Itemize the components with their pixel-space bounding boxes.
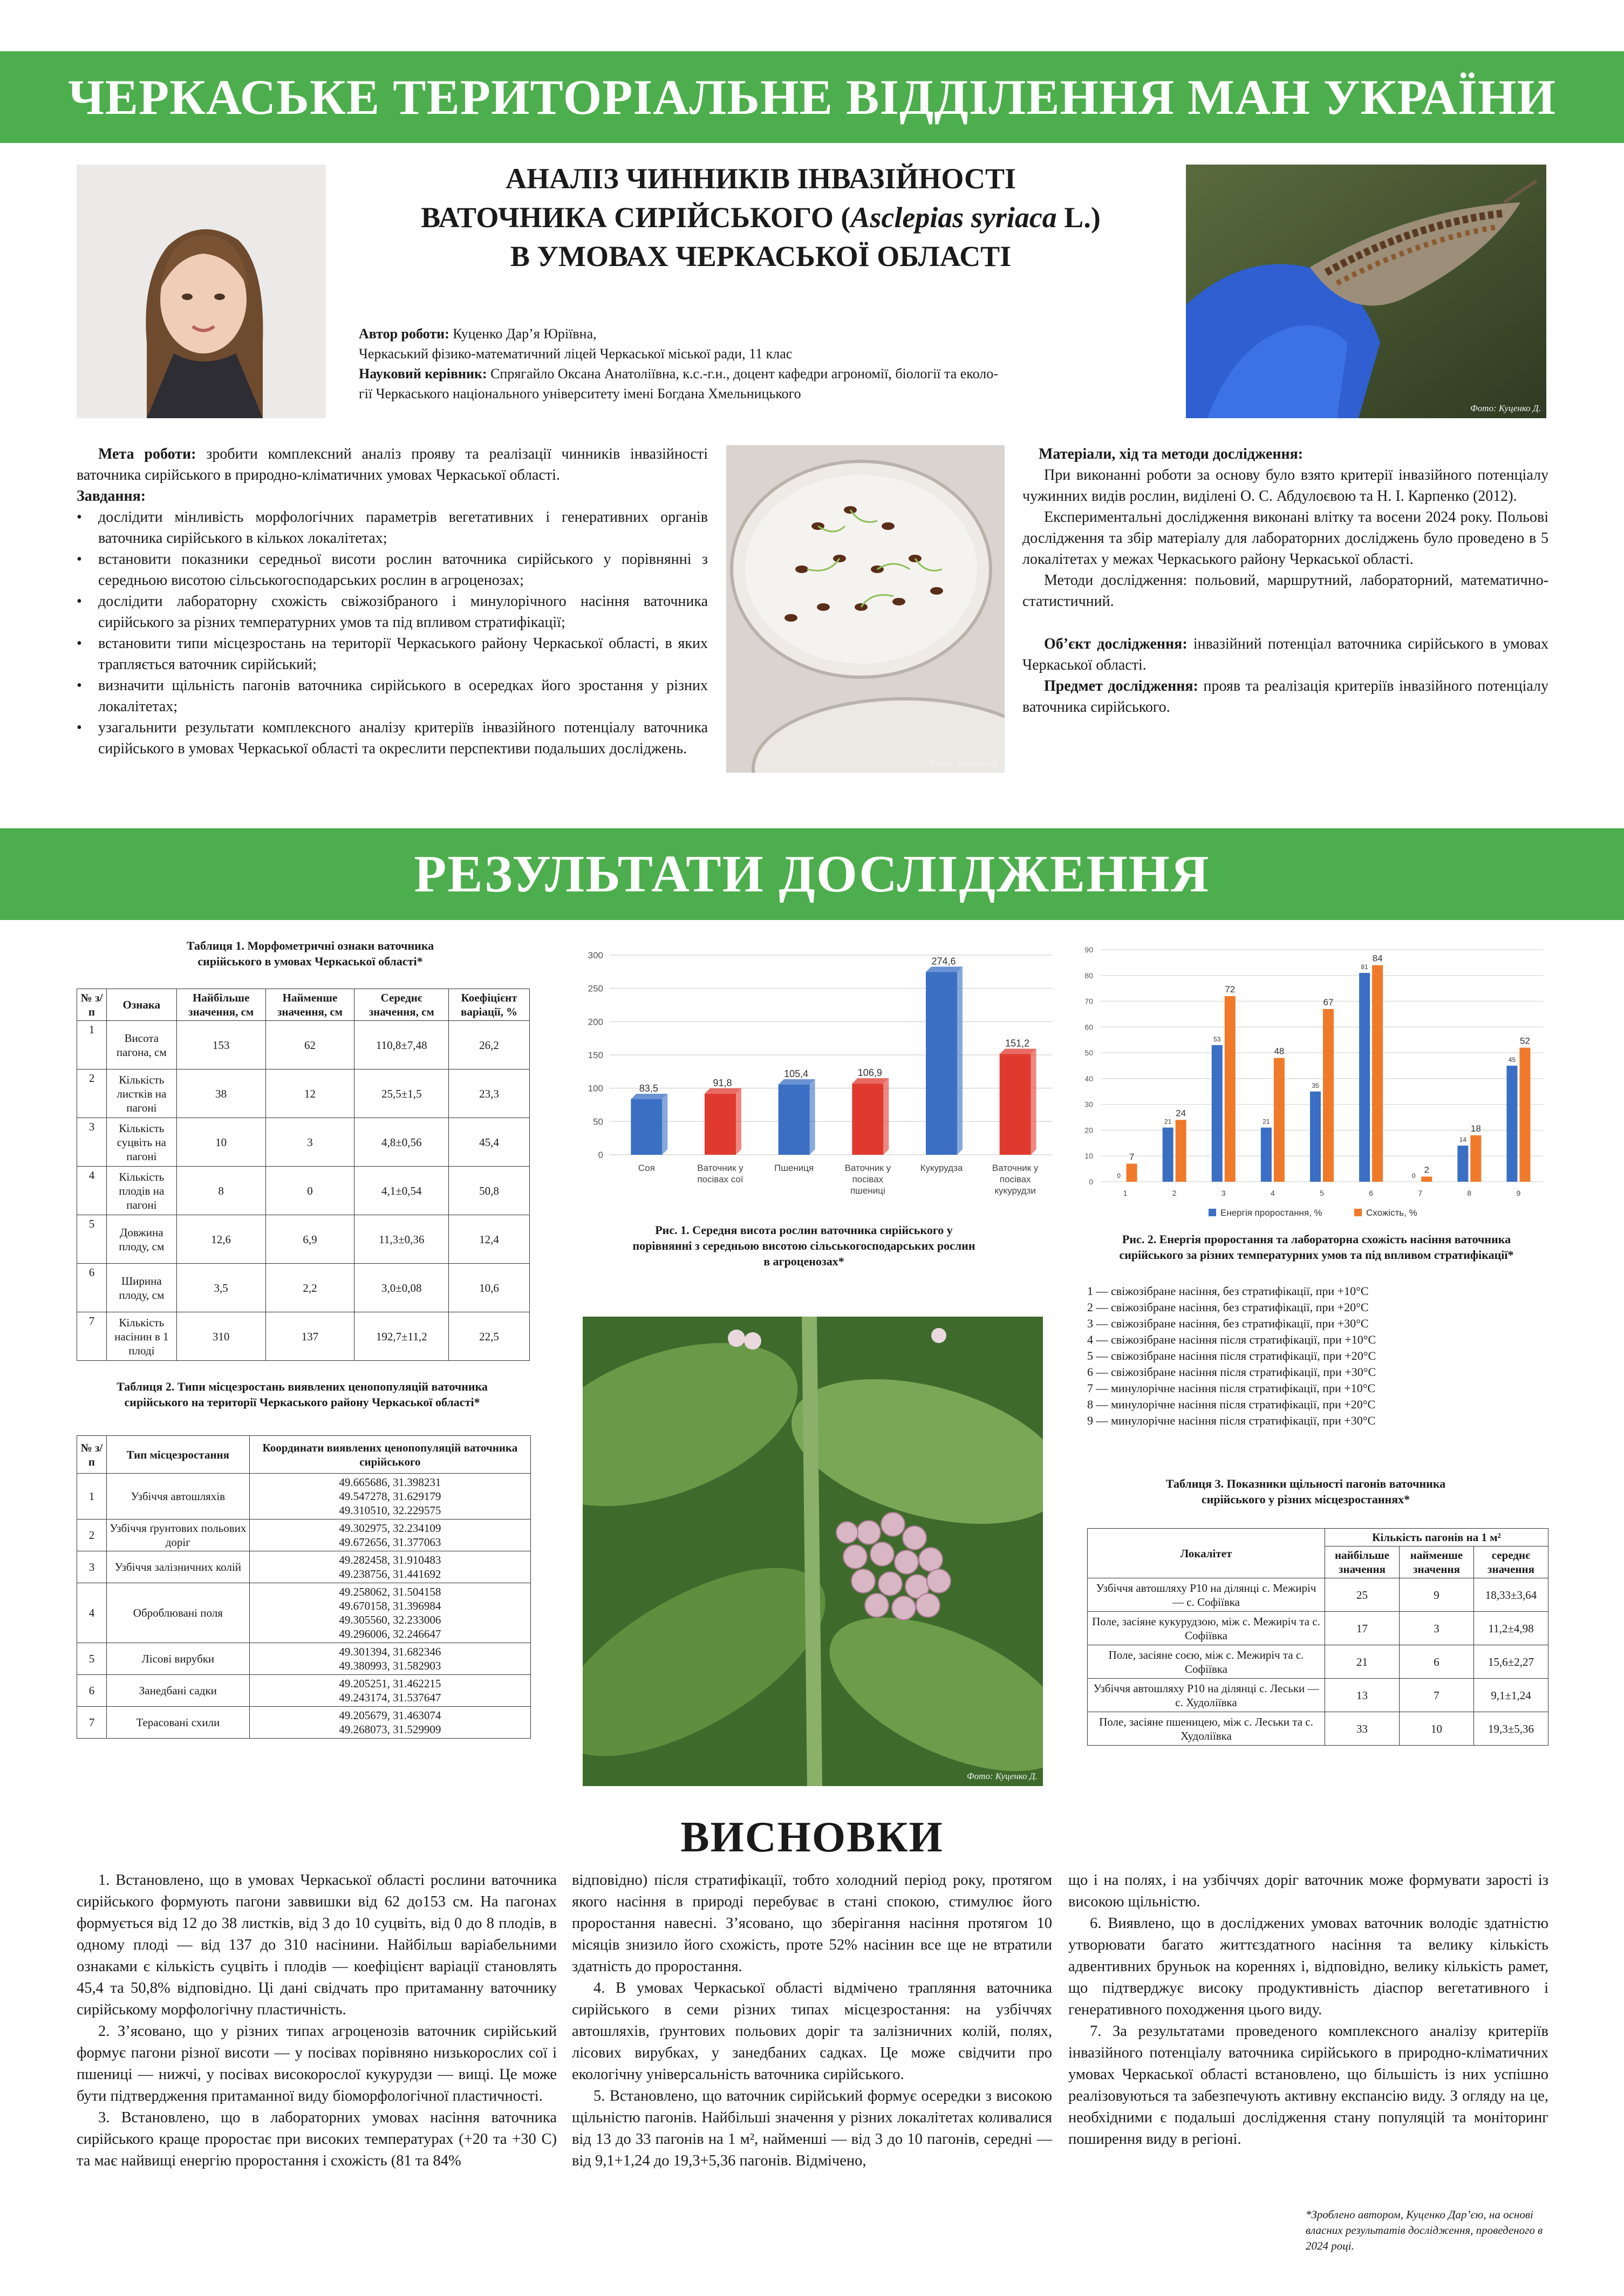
y-tick-label: 80	[1084, 971, 1093, 980]
data-label: 67	[1323, 997, 1334, 1007]
data-label: 53	[1213, 1035, 1221, 1043]
table-cell: Ширина плоду, см	[106, 1264, 176, 1312]
y-tick-label: 150	[588, 1050, 603, 1060]
table-cell: 19,3±5,36	[1474, 1712, 1548, 1746]
table-cell: Оброблювані поля	[106, 1583, 249, 1643]
data-label: 274,6	[931, 956, 956, 967]
subject-text: прояв та реалізація критеріїв інвазійного потенціалу ваточника сирійського.	[1022, 678, 1548, 716]
legend-entry: 5 — свіжозібране насіння після стратифікації, при +20°C	[1087, 1349, 1376, 1362]
x-tick-label: Ваточник у	[992, 1163, 1039, 1173]
table-cell: 4	[77, 1167, 107, 1215]
photo-credit-2: Фото: Куценко Д.	[929, 758, 999, 768]
data-label: 18	[1470, 1123, 1481, 1134]
x-tick-label: Кукурудза	[920, 1163, 963, 1173]
table-cell: 5	[77, 1215, 107, 1264]
coordinate: 49.205251, 31.462215	[339, 1677, 441, 1690]
task-item: • дослідити мінливість морфологічних параметрів вегетативних і генеративних органів ваточника сирійського в кількох локалітетах;	[77, 507, 708, 549]
x-tick-label: 4	[1270, 1189, 1275, 1197]
coordinate: 49.301394, 31.682346	[339, 1645, 441, 1658]
table3-header-locality: Локалітет	[1088, 1529, 1325, 1578]
table1-header-cell: Коефіцієнт варіації, %	[449, 989, 530, 1021]
table-cell: 12	[265, 1069, 354, 1118]
chart1-caption: Рис. 1. Середня висота рослин ваточника сирійського у порівнянні з середньою висотою сільськогосподарських рослин в агроценозах*	[632, 1223, 975, 1268]
conclusion-paragraph: відповідно) після стратифікації, тобто холодний період року, протягом якого насіння в природі перебуває в стані спокою, стимулює його проростання навесні. З’ясовано, що зберігання насіння протягом 10 місяців знизило його схожість, проте 52% насінин все ще не втратили здатність до проростання.	[572, 1872, 1052, 1975]
data-label: 151,2	[1005, 1038, 1030, 1049]
conclusions-col-3	[1068, 1870, 1548, 2150]
data-label: 91,8	[713, 1077, 732, 1088]
bar	[926, 966, 963, 1155]
table-cell: 13	[1325, 1679, 1400, 1712]
legend-entry: 3 — свіжозібране насіння, без стратифікації, при +30°C	[1087, 1317, 1369, 1330]
table-cell: 5	[77, 1643, 107, 1675]
table-row	[77, 1643, 531, 1675]
table-cell: 0	[265, 1167, 354, 1215]
x-tick-label: пшениці	[850, 1186, 885, 1196]
table3-header-cell: найменше значення	[1400, 1546, 1474, 1578]
x-tick-label: Ваточник у	[697, 1163, 743, 1173]
legend-entry: 1 — свіжозібране насіння, без стратифікації, при +10°C	[1087, 1284, 1369, 1298]
table-cell: 3,5	[176, 1264, 265, 1312]
methods-p2: Експериментальні дослідження виконані влітку та восени 2024 року. Польові дослідження та збір матеріалу для лабораторних досліджень було проведено в 5 локалітетах у межах Черкаського району Черкаської області.	[1022, 509, 1548, 568]
table1-header-cell: Середнє значення, см	[354, 989, 449, 1021]
x-tick-label: Соя	[638, 1163, 655, 1173]
table-cell: 8	[176, 1167, 265, 1215]
table1-caption: Таблиця 1. Морфометричні ознаки ваточника сирійського в умовах Черкаської області*	[186, 939, 434, 968]
table-row	[77, 1551, 531, 1583]
conclusion-paragraph: 6. Виявлено, що в досліджених умовах ваточник володіє здатністю утворювати багато життєздатного насіння та велику кількість адвентивних бруньок на кореннях і, відповідно, велику кількість рамет, що підтверджує високу продуктивність діаспор вегетативного і генеративного походження цього виду.	[1068, 1915, 1548, 2018]
object-label: Об’єкт дослідження:	[1044, 636, 1188, 652]
table-cell: Лісові вирубки	[106, 1643, 249, 1675]
author-photo	[77, 165, 326, 418]
y-tick-label: 50	[593, 1116, 603, 1127]
conclusion-paragraph: 5. Встановлено, що ваточник сирійський формує осередки з високою щільністю пагонів. Найбільші значення у різних локалітетах коливалися від 13 до 33 пагонів на 1 м², найменші — від 3 до 10 пагонів, середні — від 9,1+1,24 до 19,3+5,36 пагонів. Відмічено,	[572, 2088, 1052, 2169]
table-cell: 10,6	[449, 1264, 530, 1312]
table-cell: 6	[77, 1264, 107, 1312]
header-banner: ЧЕРКАСЬКЕ ТЕРИТОРІАЛЬНЕ ВІДДІЛЕННЯ МАН УКРАЇНИ	[0, 51, 1624, 143]
tasks-list	[77, 507, 708, 759]
x-tick-label: 3	[1221, 1189, 1226, 1197]
conclusions-col-1	[77, 1870, 557, 2172]
bar	[1274, 1058, 1285, 1182]
table-cell: 6,9	[265, 1215, 354, 1264]
bar	[779, 1079, 815, 1155]
methods-p3: Методи дослідження: польовий, маршрутний, лабораторний, математично-статистичний.	[1022, 572, 1548, 610]
bar	[1212, 1045, 1223, 1182]
supervisor-label: Науковий керівник:	[359, 366, 487, 381]
bar	[1519, 1048, 1530, 1182]
x-tick-label: 5	[1320, 1189, 1324, 1197]
data-label: 52	[1519, 1035, 1530, 1046]
table-cell: 4,1±0,54	[354, 1167, 449, 1215]
conclusions-col-2	[572, 1870, 1052, 2172]
table-cell: 6	[1400, 1645, 1474, 1679]
chart2-caption: Рис. 2. Енергія проростання та лабораторна схожість насіння ваточника сирійського за різних температурних умов та під впливом стратифікації*	[1119, 1232, 1514, 1262]
table2-caption: Таблиця 2. Типи місцезростань виявлених ценопопуляцій ваточника сирійського на території Черкаського району Черкаської області*	[117, 1380, 488, 1409]
x-tick-label: 7	[1418, 1189, 1423, 1197]
chart1	[572, 947, 1057, 1217]
table-row	[77, 1675, 531, 1707]
table-cell: 25	[1325, 1578, 1400, 1612]
y-tick-label: 30	[1084, 1100, 1093, 1109]
coordinate: 49.282458, 31.910483	[339, 1554, 441, 1566]
table-row	[77, 1264, 530, 1312]
y-tick-label: 20	[1084, 1126, 1093, 1135]
legend-entry: 9 — минулорічне насіння після стратифікації, при +30°C	[1087, 1414, 1376, 1427]
supervisor-name: Спрягайло Оксана Анатоліївна, к.с.-г.н., доцент кафедри агрономії, біології та еколо-	[487, 366, 998, 381]
table-cell-coords	[249, 1675, 530, 1707]
table3-header-group: Кількість пагонів на 1 м²	[1325, 1529, 1548, 1546]
y-tick-label: 200	[588, 1017, 603, 1027]
table-cell: 23,3	[449, 1069, 530, 1118]
title-line-1: АНАЛІЗ ЧИННИКІВ ІНВАЗІЙНОСТІ	[505, 162, 1016, 195]
table2-header-row	[77, 1436, 531, 1474]
bar	[1457, 1146, 1468, 1182]
methods-section	[1022, 444, 1548, 718]
table-row	[77, 1583, 531, 1643]
table-cell: Поле, засіяне кукурудзою, між с. Межиріч та с. Софіївка	[1088, 1612, 1325, 1645]
y-tick-label: 90	[1084, 945, 1093, 954]
table1-header-cell: Ознака	[106, 989, 176, 1021]
legend-entry: 7 — минулорічне насіння після стратифікації, при +10°C	[1087, 1381, 1376, 1395]
data-label: 0	[1411, 1172, 1416, 1180]
task-item: • встановити показники середньої висоти рослин ваточника сирійського у порівнянні з середньою висотою сільськогосподарських рослин в агроценозах;	[77, 549, 708, 591]
seed-pod-photo	[1186, 165, 1546, 418]
table-cell: 2	[77, 1069, 107, 1118]
table-cell: 137	[265, 1312, 354, 1361]
table-cell: 50,8	[449, 1167, 530, 1215]
x-tick-label: 9	[1516, 1189, 1521, 1197]
table-row	[77, 1312, 530, 1361]
table-cell: 3	[77, 1551, 107, 1583]
title-line-2b: L.)	[1056, 201, 1101, 234]
table-cell: 10	[1400, 1712, 1474, 1746]
table-cell: Кількість суцвіть на пагоні	[106, 1118, 176, 1167]
table3-header-cell: найбільше значення	[1325, 1546, 1400, 1578]
poster-title	[345, 159, 1176, 276]
coordinate: 49.302975, 32.234109	[339, 1522, 441, 1535]
table-cell: Узбіччя залізничних колій	[106, 1551, 249, 1583]
data-label: 2	[1424, 1164, 1429, 1175]
y-tick-label: 250	[588, 983, 603, 994]
table-cell: 18,33±3,64	[1474, 1578, 1548, 1612]
results-banner: РЕЗУЛЬТАТИ ДОСЛІДЖЕННЯ	[0, 828, 1624, 920]
task-item: • встановити типи місцезростань на території Черкаського району Черкаської області, в яких трапляється ваточник сирійський;	[77, 633, 708, 675]
table-cell: 62	[265, 1021, 354, 1069]
table1-header-cell: № з/п	[77, 989, 107, 1021]
table-cell-coords	[249, 1551, 530, 1583]
table-cell: 21	[1325, 1645, 1400, 1679]
fig2-legend-list	[1087, 1283, 1465, 1429]
photo-credit-3: Фото: Куценко Д.	[967, 1771, 1038, 1781]
conclusion-paragraph: 4. В умовах Черкаської області відмічено трапляння ваточника сирійського в семи різних типах місцезростання: на узбіччях автошляхів, ґрунтових польових доріг та залізничних колій, полях, лісових вирубках, у занедбаних садках. Це може свідчити про екологічну універсальність ваточника сирійського.	[572, 1980, 1052, 2083]
table2-header-cell: № з/п	[77, 1436, 107, 1474]
table-cell: 45,4	[449, 1118, 530, 1167]
legend-swatch	[1209, 1209, 1216, 1216]
table-row	[77, 1069, 530, 1118]
y-tick-label: 100	[588, 1083, 603, 1094]
table-row	[1088, 1712, 1548, 1746]
petri-dish-photo	[726, 445, 1005, 773]
conclusion-paragraph: 1. Встановлено, що в умовах Черкаської області рослини ваточника сирійського формують пагони заввишки від 62 до153 см. На пагонах формується від 12 до 38 листків, від 3 до 10 суцвіть, від 0 до 8 плодів, в одному плоді — від 137 до 310 насінини. Найбільш варіабельними ознаками є кількість суцвіть і плодів — коефіцієнт варіації становлять 45,4 та 50,8% відповідно. Ці дані свідчать про притаманну ваточнику сирійському морфологічну пластичність.	[77, 1872, 557, 2018]
x-tick-label: 1	[1123, 1189, 1128, 1197]
data-label: 105,4	[784, 1068, 809, 1080]
bar	[1163, 1128, 1173, 1182]
data-label: 45	[1508, 1056, 1516, 1064]
table-cell: 11,2±4,98	[1474, 1612, 1548, 1645]
x-tick-label: кукурудзи	[994, 1186, 1036, 1196]
table-cell: 310	[176, 1312, 265, 1361]
table-row	[77, 1707, 531, 1739]
data-label: 81	[1361, 963, 1368, 971]
legend-entry: 8 — минулорічне насіння після стратифікації, при +20°C	[1087, 1398, 1376, 1411]
bar	[1310, 1092, 1321, 1182]
table-cell: 2	[77, 1520, 107, 1551]
y-tick-label: 70	[1084, 997, 1093, 1006]
table-cell-coords	[249, 1474, 530, 1520]
bar	[1176, 1120, 1186, 1182]
author-school: Черкаський фізико-математичний ліцей Черкаської міської ради, 11 клас	[359, 346, 793, 362]
x-tick-label: посівах	[852, 1174, 884, 1184]
table-row	[77, 1021, 530, 1069]
task-item: • дослідити лабораторну схожість свіжозібраного і минулорічного насіння ваточника сирійського за різних температурних умов та під впливом стратифікації;	[77, 591, 708, 633]
table-cell: Узбіччя ґрунтових польових доріг	[106, 1520, 249, 1551]
coordinate: 49.665686, 31.398231	[339, 1476, 441, 1489]
data-label: 35	[1312, 1081, 1319, 1089]
table-cell: 3	[77, 1118, 107, 1167]
footnote: *Зроблено автором, Куценко Дар’єю, на основі власних результатів дослідження, проведеного в 2024 році.	[1306, 2208, 1543, 2252]
conclusion-paragraph: що і на полях, і на узбіччях доріг ваточник може формувати зарості із високою щільністю.	[1068, 1872, 1548, 1910]
table-cell: 3	[265, 1118, 354, 1167]
bar	[1506, 1066, 1517, 1182]
title-line-3: В УМОВАХ ЧЕРКАСЬКОЇ ОБЛАСТІ	[510, 240, 1012, 272]
table-cell: Кількість насінин в 1 плоді	[106, 1312, 176, 1361]
table-cell: Кількість плодів на пагоні	[106, 1167, 176, 1215]
methods-label: Матеріали, хід та методи дослідження:	[1039, 446, 1304, 462]
table-cell: 33	[1325, 1712, 1400, 1746]
table3-header-cell: середнє значення	[1474, 1546, 1548, 1578]
coordinate: 49.268073, 31.529909	[339, 1723, 441, 1736]
x-tick-label: 8	[1467, 1189, 1472, 1197]
table3-caption: Таблиця 3. Показники щільності пагонів ваточника сирійського у різних місцезростаннях*	[1165, 1477, 1446, 1506]
table-cell: Поле, засіяне соєю, між с. Межиріч та с. Софіївка	[1088, 1645, 1325, 1679]
data-label: 7	[1129, 1152, 1135, 1162]
coordinate: 49.205679, 31.463074	[339, 1709, 441, 1722]
table-row	[1088, 1612, 1548, 1645]
data-label: 21	[1164, 1118, 1172, 1126]
author-label: Автор роботи:	[359, 326, 449, 342]
table-cell: Висота пагона, см	[106, 1021, 176, 1069]
goal-label: Мета роботи:	[98, 446, 196, 462]
bar	[1323, 1009, 1334, 1182]
table-cell: Занедбані садки	[106, 1675, 249, 1707]
table1-header-row	[77, 989, 530, 1021]
table-cell: 3,0±0,08	[354, 1264, 449, 1312]
table-cell: 22,5	[449, 1312, 530, 1361]
title-line-2a: ВАТОЧНИКА СИРІЙСЬКОГО (	[421, 201, 851, 234]
supervisor-affiliation: гії Черкаського національного університету імені Богдана Хмельницького	[359, 386, 801, 401]
table-cell: 4,8±0,56	[354, 1118, 449, 1167]
authors-block	[359, 324, 1168, 404]
table-cell: 38	[176, 1069, 265, 1118]
x-tick-label: 6	[1369, 1189, 1374, 1197]
y-tick-label: 50	[1084, 1048, 1093, 1058]
data-label: 72	[1225, 984, 1236, 994]
bar	[631, 1094, 667, 1155]
conclusions-title: ВИСНОВКИ	[680, 1814, 944, 1861]
table-cell: 10	[176, 1118, 265, 1167]
y-tick-label: 60	[1084, 1023, 1093, 1032]
table-cell: 7	[77, 1707, 107, 1739]
table1-header-cell: Найбільше значення, см	[176, 989, 265, 1021]
table-cell: 12,6	[176, 1215, 265, 1264]
bar	[1359, 973, 1370, 1182]
table-cell: 153	[176, 1021, 265, 1069]
coordinate: 49.305560, 32.233006	[339, 1613, 441, 1626]
table-cell: 9,1±1,24	[1474, 1679, 1548, 1712]
data-label: 0	[1117, 1172, 1121, 1180]
table-row	[77, 1167, 530, 1215]
data-label: 84	[1372, 953, 1383, 964]
bar	[1000, 1049, 1036, 1155]
table-cell-coords	[249, 1520, 530, 1551]
bar	[1372, 965, 1383, 1182]
y-tick-label: 300	[588, 950, 603, 960]
coordinate: 49.238756, 31.441692	[339, 1568, 441, 1580]
y-tick-label: 0	[1089, 1177, 1093, 1186]
table-row	[77, 1215, 530, 1264]
data-label: 83,5	[639, 1083, 658, 1094]
table2-header-cell: Тип місцезростання	[106, 1436, 249, 1474]
photo-credit-1: Фото: Куценко Д.	[1470, 403, 1541, 413]
table-cell: 192,7±11,2	[354, 1312, 449, 1361]
legend-label: Енергія проростання, %	[1220, 1208, 1322, 1218]
conclusion-paragraph: 3. Встановлено, що в лабораторних умовах насіння ваточника сирійського краще проростає при високих температурах (+20 та +30 С) та має найвищі енергію проростання і схожість (81 та 84%	[77, 2109, 557, 2169]
x-tick-label: посівах сої	[697, 1174, 743, 1184]
x-tick-label: посівах	[999, 1174, 1031, 1184]
title-line-2	[345, 198, 1176, 237]
subject-label: Предмет дослідження:	[1044, 678, 1198, 694]
table-row	[77, 1474, 531, 1520]
table-row	[1088, 1679, 1548, 1712]
y-tick-label: 40	[1084, 1074, 1093, 1083]
legend-entry: 4 — свіжозібране насіння після стратифікації, при +10°C	[1087, 1333, 1376, 1346]
table-cell: Узбіччя автошляхів	[106, 1474, 249, 1520]
methods-p1: При виконанні роботи за основу було взято критерії інвазійного потенціалу чужинних видів рослин, виділені О. С. Абдулоєвою та Н. І. Карпенко (2012).	[1022, 467, 1548, 505]
coordinate: 49.310510, 32.229575	[339, 1504, 441, 1517]
table-cell: 1	[77, 1021, 107, 1069]
y-tick-label: 10	[1084, 1152, 1093, 1161]
legend-swatch	[1354, 1209, 1362, 1216]
coordinate: 49.380993, 31.582903	[339, 1659, 441, 1672]
bar	[1470, 1135, 1481, 1182]
conclusion-paragraph: 7. За результатами проведеного комплексного аналізу критеріїв інвазійного потенціалу ваточника сирійського в природно-кліматичних умовах Черкаської області встановлено, що більшість із них успішно реалізовуються та забезпечують активну експансію виду. З огляду на це, необхідними є подальші дослідження стану популяцій та моніторинг поширення виду в регіоні.	[1068, 2023, 1548, 2148]
goal-section	[77, 444, 708, 759]
table-cell: Довжина плоду, см	[106, 1215, 176, 1264]
table-cell: Терасовані схили	[106, 1707, 249, 1739]
coordinate: 49.243174, 31.537647	[339, 1691, 441, 1704]
coordinate: 49.670158, 31.396984	[339, 1599, 441, 1612]
table-cell: 15,6±2,27	[1474, 1645, 1548, 1679]
conclusion-paragraph: 2. З’ясовано, що у різних типах агроценозів ваточник сирійський формує пагони різної висоти — у посівах порівняно низькорослих сої і пшениці — нижчі, у посівах високорослої кукурудзи — вищі. Це може бути підтвердження притаманної виду біоморфологічної пластичності.	[77, 2023, 557, 2104]
data-label: 14	[1459, 1136, 1467, 1144]
legend-label: Схожість, %	[1366, 1208, 1417, 1218]
table-cell: 7	[77, 1312, 107, 1361]
bar	[852, 1078, 889, 1155]
bar	[1225, 996, 1236, 1182]
data-label: 21	[1263, 1118, 1270, 1126]
milkweed-flower-photo	[583, 1317, 1043, 1786]
table-cell: 4	[77, 1583, 107, 1643]
table-cell: Кількість листків на пагоні	[106, 1069, 176, 1118]
data-label: 24	[1176, 1108, 1186, 1119]
coordinate: 49.258062, 31.504158	[339, 1585, 441, 1598]
legend-entry: 2 — свіжозібране насіння, без стратифікації, при +20°C	[1087, 1300, 1369, 1314]
object-text: інвазійний потенціал ваточника сирійського в умовах Черкаської області.	[1022, 636, 1548, 673]
coordinate: 49.547278, 31.629179	[339, 1490, 441, 1503]
table-cell: 11,3±0,36	[354, 1215, 449, 1264]
table1	[77, 989, 530, 1361]
table-cell: 25,5±1,5	[354, 1069, 449, 1118]
table-cell: 12,4	[449, 1215, 530, 1264]
chart2	[1074, 942, 1548, 1225]
table-cell: Узбіччя автошляху Р10 на ділянці с. Межиріч — с. Софіївка	[1088, 1578, 1325, 1612]
bar	[1127, 1164, 1137, 1182]
data-label: 106,9	[857, 1067, 882, 1079]
x-tick-label: Ваточник у	[844, 1163, 891, 1173]
table-cell: Поле, засіяне пшеницею, між с. Леськи та с. Худоліївка	[1088, 1712, 1325, 1746]
table-row	[1088, 1578, 1548, 1612]
x-tick-label: 2	[1172, 1189, 1177, 1197]
table-cell: 26,2	[449, 1021, 530, 1069]
legend-entry: 6 — свіжозібране насіння після стратифікації, при +30°C	[1087, 1365, 1376, 1379]
table-cell: 3	[1400, 1612, 1474, 1645]
table-cell-coords	[249, 1643, 530, 1675]
y-tick-label: 0	[598, 1150, 603, 1160]
table-cell-coords	[249, 1583, 530, 1643]
table-cell: 2,2	[265, 1264, 354, 1312]
table-cell: 110,8±7,48	[354, 1021, 449, 1069]
coordinate: 49.296006, 32.246647	[339, 1627, 441, 1640]
table2	[77, 1435, 531, 1739]
bar	[1261, 1128, 1272, 1182]
table-cell: Узбіччя автошляху Р10 на ділянці с. Леськи — с. Худоліївка	[1088, 1679, 1325, 1712]
author-name: Куценко Дар’я Юріївна,	[449, 326, 597, 342]
table-cell: 17	[1325, 1612, 1400, 1645]
x-tick-label: Пшениця	[774, 1163, 814, 1173]
table-row	[77, 1520, 531, 1551]
title-latin-name: Asclepias syriaca	[850, 201, 1057, 234]
tasks-label: Завдання:	[77, 488, 146, 505]
table-cell-coords	[249, 1707, 530, 1739]
task-item: • визначити щільність пагонів ваточника сирійського в осередках його зростання у різних локалітетах;	[77, 675, 708, 717]
table-cell: 1	[77, 1474, 107, 1520]
goal-text: зробити комплексний аналіз прояву та реалізації чинників інвазійності ваточника сирійського в природно-кліматичних умовах Черкаської області.	[77, 446, 708, 483]
table-row	[1088, 1645, 1548, 1679]
data-label: 48	[1274, 1046, 1285, 1057]
table-row	[77, 1118, 530, 1167]
bar	[1421, 1176, 1432, 1182]
bar	[705, 1088, 741, 1155]
coordinate: 49.672656, 31.377063	[339, 1536, 441, 1549]
table1-header-cell: Найменше значення, см	[265, 989, 354, 1021]
table-cell: 7	[1400, 1679, 1474, 1712]
table2-header-cell: Координати виявлених ценопопуляцій ваточника сирійського	[249, 1436, 530, 1474]
task-item: • узагальнити результати комплексного аналізу критеріїв інвазійного потенціалу ваточника сирійського в умовах Черкаської області та окреслити перспективи подальших досліджень.	[77, 717, 708, 759]
table-cell: 6	[77, 1675, 107, 1707]
table3	[1087, 1528, 1548, 1746]
table-cell: 9	[1400, 1578, 1474, 1612]
